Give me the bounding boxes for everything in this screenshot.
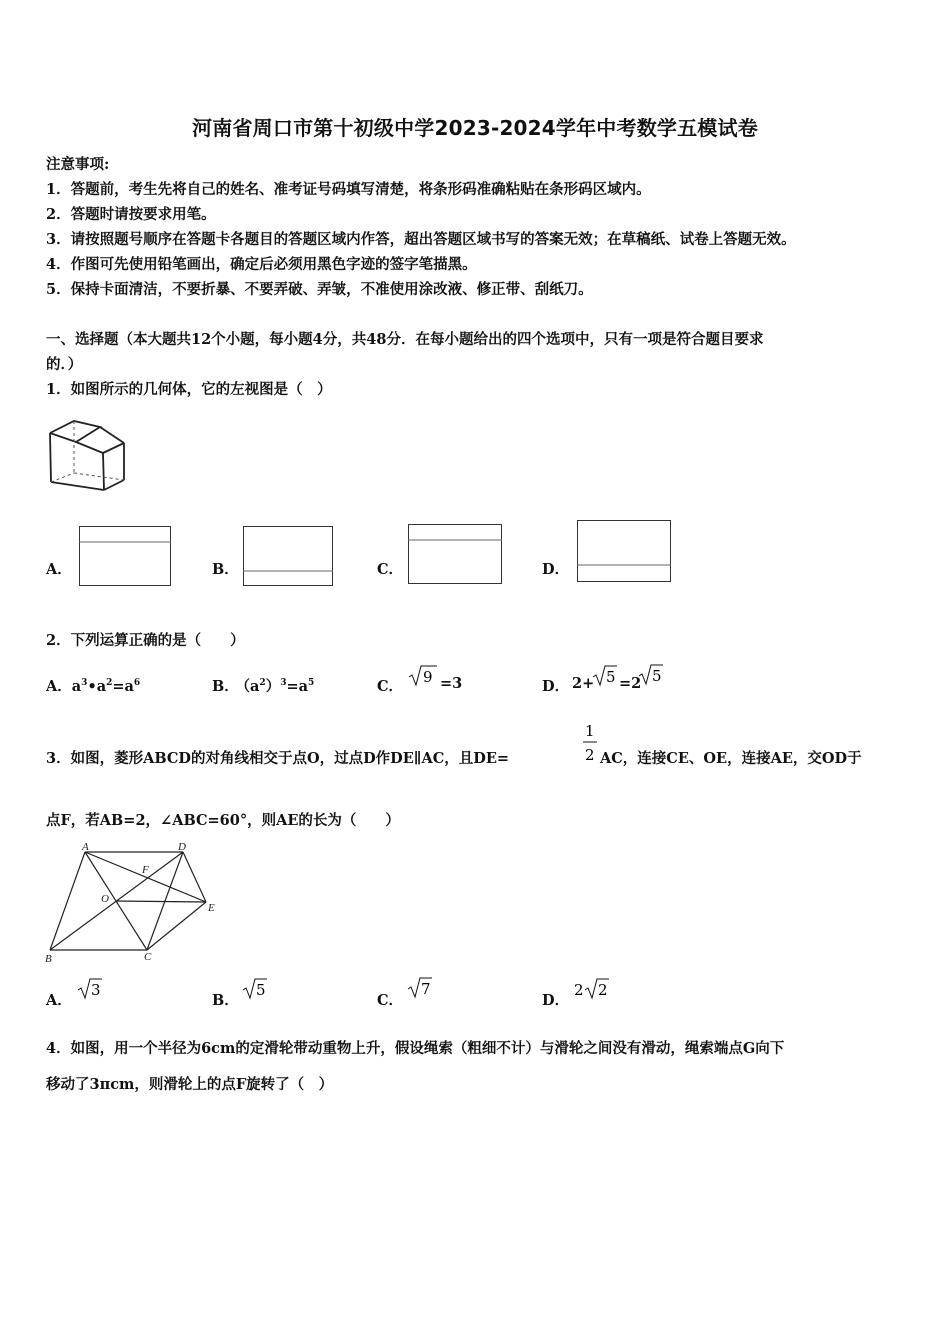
q3-option-d-label: D． bbox=[542, 992, 570, 1009]
q2-a-text: a bbox=[71, 678, 82, 695]
q2-b-exp: 3 bbox=[280, 678, 287, 689]
notice-heading: 注意事项: bbox=[46, 156, 110, 173]
q3-option-b-sqrt bbox=[242, 977, 268, 1001]
q3-option-a-sqrt bbox=[77, 977, 103, 1001]
section-heading-cont: 的．） bbox=[46, 356, 83, 373]
q3-option-a-label: A． bbox=[46, 992, 72, 1009]
q3-b-radicand: 5 bbox=[256, 981, 266, 999]
q3-option-c-sqrt bbox=[407, 976, 433, 1000]
q2-a-text: •a bbox=[87, 678, 107, 695]
q3-d-coefficient: 2 bbox=[574, 981, 584, 999]
q1-option-a-label: A． bbox=[46, 561, 72, 578]
question-1-stem: 1．如图所示的几何体，它的左视图是（ ） bbox=[46, 381, 332, 398]
notice-item: 1．答题前，考生先将自己的姓名、准考证号码填写清楚，将条形码准确粘贴在条形码区域内。 bbox=[46, 181, 651, 198]
q3-option-b-label: B． bbox=[212, 992, 239, 1009]
q2-a-text: =a bbox=[112, 678, 134, 695]
q3-fraction-denominator: 2 bbox=[585, 746, 595, 764]
q1-option-c-figure bbox=[408, 524, 502, 584]
q2-b-text: =a bbox=[286, 678, 308, 695]
section-heading: 一、选择题（本大题共12个小题，每小题4分，共48分．在每小题给出的四个选项中，只有一项是符合题目要求 bbox=[46, 331, 764, 348]
q3-rhombus-figure bbox=[44, 838, 224, 966]
q2-option-d-head: 2+ bbox=[572, 675, 595, 692]
question-4-stem: 4．如图，用一个半径为6cm的定滑轮带动重物上升，假设绳索（粗细不计）与滑轮之间没有滑动，绳索端点G向下 bbox=[46, 1040, 785, 1057]
q2-c-radicand: 9 bbox=[423, 668, 433, 686]
question-2-stem: 2．下列运算正确的是（ ） bbox=[46, 632, 245, 649]
q1-option-b-figure bbox=[243, 526, 333, 586]
q2-b-exp: 2 bbox=[259, 678, 266, 689]
q3-fraction-half bbox=[581, 719, 599, 765]
q2-b-text: （a bbox=[242, 678, 260, 695]
q3-option-d-sqrt bbox=[573, 977, 611, 1001]
question-3-stem: 3．如图，菱形ABCD的对角线相交于点O，过点D作DE∥AC，且DE= bbox=[46, 750, 510, 767]
q2-a-exp: 3 bbox=[81, 678, 88, 689]
q2-b-exp: 5 bbox=[308, 678, 315, 689]
q3-label-c: C bbox=[144, 951, 152, 963]
q1-option-a-figure bbox=[79, 526, 171, 586]
q3-label-e: E bbox=[208, 902, 215, 914]
q3-label-o: O bbox=[101, 893, 109, 905]
q3-label-b: B bbox=[45, 953, 52, 965]
question-4-stem-line2: 移动了3πcm，则滑轮上的点F旋转了（ ） bbox=[46, 1076, 334, 1093]
q2-option-c-tail: =3 bbox=[440, 675, 463, 692]
q1-solid-figure bbox=[46, 418, 128, 494]
q2-option-d-mid: =2 bbox=[619, 675, 642, 692]
notice-item: 4．作图可先使用铅笔画出，确定后必须用黑色字迹的签字笔描黑。 bbox=[46, 256, 477, 273]
q3-option-c-label: C． bbox=[377, 992, 404, 1009]
question-3-stem-line2: 点F，若AB=2，∠ABC=60°，则AE的长为（ ） bbox=[46, 812, 400, 829]
notice-item: 5．保持卡面清洁，不要折暴、不要弄破、弄皱，不准使用涂改液、修正带、刮纸刀。 bbox=[46, 281, 593, 298]
q3-label-f: F bbox=[142, 864, 149, 876]
notice-item: 2．答题时请按要求用笔。 bbox=[46, 206, 216, 223]
page-title: 河南省周口市第十初级中学2023-2024学年中考数学五模试卷 bbox=[192, 116, 758, 140]
q1-option-d-figure bbox=[577, 520, 671, 582]
q2-d-radicand-2: 5 bbox=[652, 667, 662, 685]
q3-fraction-numerator: 1 bbox=[585, 722, 595, 740]
q2-option-a-label: A． bbox=[46, 678, 72, 695]
q3-label-d: D bbox=[178, 841, 186, 853]
q2-option-d-sqrt-1 bbox=[592, 664, 618, 688]
notice-item: 3．请按照题号顺序在答题卡各题目的答题区域内作答，超出答题区域书写的答案无效；在草稿纸、试卷上答题无效。 bbox=[46, 231, 796, 248]
q3-a-radicand: 3 bbox=[91, 981, 101, 999]
q2-a-exp: 2 bbox=[106, 678, 113, 689]
question-3-stem-cont: AC，连接CE、OE，连接AE，交OD于 bbox=[600, 750, 862, 767]
q2-option-a bbox=[46, 675, 140, 696]
q2-option-c-sqrt bbox=[408, 664, 438, 688]
q3-d-radicand: 2 bbox=[598, 981, 608, 999]
q2-option-d-sqrt-2 bbox=[638, 663, 664, 687]
q3-c-radicand: 7 bbox=[421, 980, 431, 998]
q3-label-a: A bbox=[82, 841, 89, 853]
q2-option-d-label: D． bbox=[542, 678, 570, 695]
q2-option-b-label: B． bbox=[212, 678, 239, 695]
q1-option-b-label: B． bbox=[212, 561, 239, 578]
q2-option-c-label: C． bbox=[377, 678, 404, 695]
q2-b-text: ） bbox=[265, 678, 281, 695]
q2-a-exp: 6 bbox=[133, 678, 141, 689]
q2-d-radicand-1: 5 bbox=[606, 668, 616, 686]
q2-option-b bbox=[212, 675, 314, 696]
q1-option-c-label: C． bbox=[377, 561, 404, 578]
q1-option-d-label: D． bbox=[542, 561, 570, 578]
